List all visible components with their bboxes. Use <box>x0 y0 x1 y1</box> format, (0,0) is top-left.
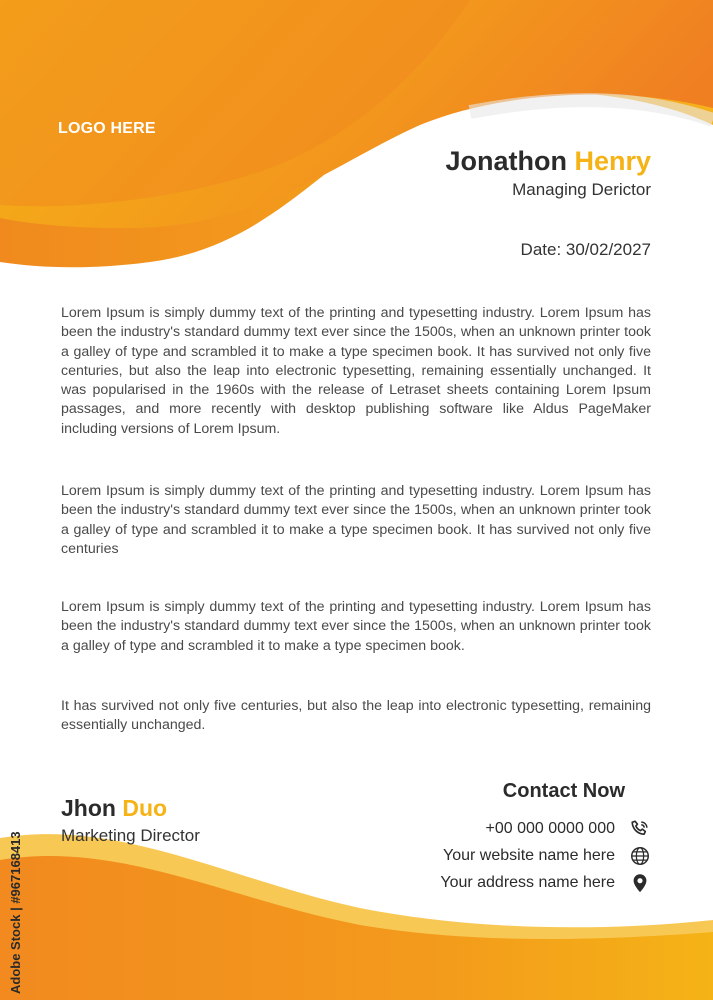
signer-block <box>61 794 200 846</box>
signer-last-name: Duo <box>122 795 168 821</box>
signer-first-name: Jhon <box>61 795 116 821</box>
stock-id-watermark: Adobe Stock | #967168413 <box>8 831 23 994</box>
signer-name <box>61 794 200 822</box>
contact-block <box>440 780 651 896</box>
phone-icon <box>629 818 651 840</box>
contact-phone[interactable]: +00 000 0000 000 <box>485 819 615 837</box>
contact-heading: Contact Now <box>502 780 625 802</box>
sender-title: Managing Derictor <box>512 180 651 199</box>
letter-date: Date: 30/02/2027 <box>520 240 651 259</box>
contact-address[interactable]: Your address name here <box>440 873 615 891</box>
location-pin-icon <box>629 872 651 894</box>
contact-website-row <box>440 842 651 869</box>
sender-name <box>445 144 651 178</box>
body-paragraph-4: It has survived not only five centuries, but also the leap into electronic typesetting, remaining essentially unchanged. <box>61 698 651 734</box>
sender-block <box>445 144 651 200</box>
globe-icon <box>629 845 651 867</box>
sender-first-name: Jonathon <box>445 146 567 176</box>
logo-placeholder: LOGO HERE <box>58 120 156 137</box>
body-paragraph-3: Lorem Ipsum is simply dummy text of the printing and typesetting industry. Lorem Ipsum has been the industry's standard dummy text ever since the 1500s, when an unknown printer took a galley of type and scrambled it to make a type specimen book. <box>61 599 651 654</box>
body-paragraph-2: Lorem Ipsum is simply dummy text of the printing and typesetting industry. Lorem Ipsum has been the industry's standard dummy text ever since the 1500s, when an unknown printer took a galley of type and scrambled it to make a type specimen book. It has survived not only five centuries <box>61 483 651 557</box>
contact-website[interactable]: Your website name here <box>443 846 615 864</box>
body-paragraph-1: Lorem Ipsum is simply dummy text of the printing and typesetting industry. Lorem Ipsum has been the industry's standard dummy text ever since the 1500s, when an unknown printer took a galley of type and scrambled it to make a type specimen book. It has survived not only five centuries, but also the leap into electronic typesetting, remaining essentially unchanged. It was popularised in the 1960s with the release of Letraset sheets containing Lorem Ipsum passages, and more recently with desktop publishing software like Aldus PageMaker including versions of Lorem Ipsum. <box>61 305 651 437</box>
signer-title: Marketing Director <box>61 826 200 845</box>
contact-address-row <box>440 869 651 896</box>
sender-last-name: Henry <box>574 146 651 176</box>
contact-phone-row <box>440 815 651 842</box>
